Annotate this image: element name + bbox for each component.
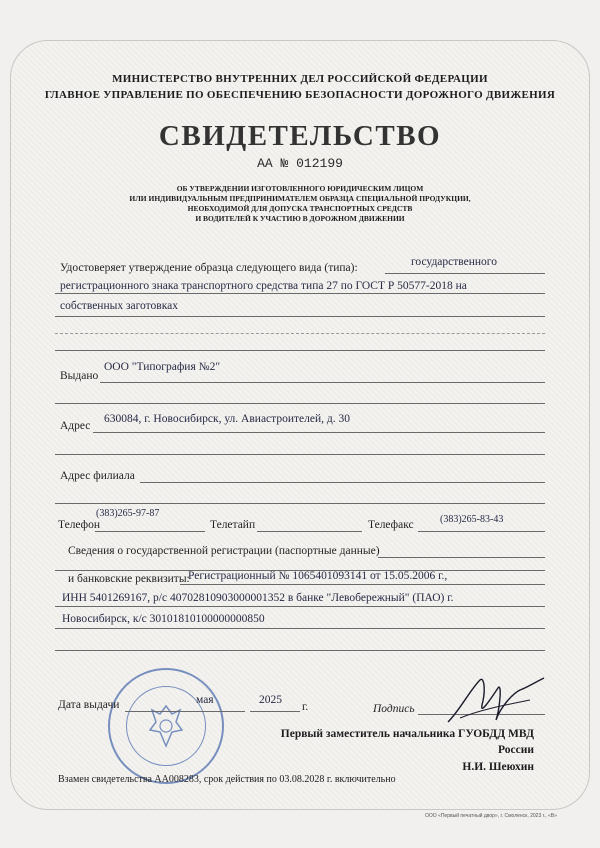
- issue-date-label: Дата выдачи: [58, 699, 120, 711]
- certificate-number: [0, 156, 600, 171]
- address-value: 630084, г. Новосибирск, ул. Авиастроителей, д. 30: [104, 413, 350, 425]
- signatory-position-line-1: Первый заместитель начальника ГУОБДД МВД: [280, 728, 534, 740]
- teletype-label: Телетайп: [210, 519, 256, 531]
- certifies-value-line-1: государственного: [411, 256, 497, 268]
- bank-details-label: и банковские реквизиты:: [68, 573, 190, 585]
- signatory-position-line-2: России: [498, 744, 534, 756]
- department-heading: ГЛАВНОЕ УПРАВЛЕНИЕ ПО ОБЕСПЕЧЕНИЮ БЕЗОПАСНОСТИ ДОРОЖНОГО ДВИЖЕНИЯ: [44, 89, 556, 101]
- year-suffix: г.: [302, 701, 309, 713]
- printer-imprint: ООО «Первый печатный двор», г. Смоленск, 2023 г., «В»: [425, 813, 557, 819]
- number-sign: №: [280, 156, 289, 171]
- series-code: АА: [257, 156, 273, 171]
- issued-to-label: Выдано: [60, 370, 99, 382]
- replacement-note: Взамен свидетельства АА008283, срок действия по 03.08.2028 г. включительно: [58, 774, 396, 785]
- branch-address-label: Адрес филиала: [60, 470, 135, 482]
- subtitle-line-1: ОБ УТВЕРЖДЕНИИ ИЗГОТОВЛЕННОГО ЮРИДИЧЕСКИМ ЛИЦОМ: [176, 184, 424, 193]
- subtitle-line-4: И ВОДИТЕЛЕЙ К УЧАСТИЮ В ДОРОЖНОМ ДВИЖЕНИИ: [195, 214, 405, 223]
- issue-date-month: мая: [196, 694, 214, 706]
- fax-value: (383)265-83-43: [440, 514, 504, 525]
- bank-details-line-2: ИНН 5401269167, р/с 40702810903000001352 в банке "Левобережный" (ПАО) г.: [62, 592, 454, 604]
- certificate-title: СВИДЕТЕЛЬСТВО: [158, 120, 442, 152]
- phone-label: Телефон: [58, 519, 101, 531]
- certifies-value-line-2: регистрационного знака транспортного средства типа 27 по ГОСТ Р 50577-2018 на: [60, 280, 467, 292]
- certifies-value-line-3: собственных заготовках: [60, 300, 178, 312]
- fax-label: Телефакс: [368, 519, 414, 531]
- bank-details-line-1: Регистрационный № 1065401093141 от 15.05.2006 г.,: [188, 570, 448, 582]
- serial-number: 012199: [296, 156, 343, 171]
- signature-label: Подпись: [373, 703, 415, 715]
- phone-value: (383)265-97-87: [96, 508, 160, 519]
- issue-date-year: 2025: [259, 694, 282, 706]
- ministry-heading: МИНИСТЕРСТВО ВНУТРЕННИХ ДЕЛ РОССИЙСКОЙ ФЕДЕРАЦИИ: [112, 73, 488, 85]
- issued-to-value: ООО "Типография №2": [104, 361, 221, 373]
- registration-label: Сведения о государственной регистрации (паспортные данные): [68, 545, 380, 557]
- address-label: Адрес: [60, 420, 91, 432]
- bank-details-line-3: Новосибирск, к/с 30101810100000000850: [62, 613, 265, 625]
- subtitle-line-2: ИЛИ ИНДИВИДУАЛЬНЫМ ПРЕДПРИНИМАТЕЛЕМ ОБРАЗЦА СПЕЦИАЛЬНОЙ ПРОДУКЦИИ,: [129, 194, 471, 203]
- eagle-emblem-icon: [110, 670, 222, 782]
- signatory-name: Н.И. Шеюхин: [462, 761, 534, 773]
- official-seal-stamp: [108, 668, 224, 784]
- subtitle-line-3: НЕОБХОДИМОЙ ДЛЯ ДОПУСКА ТРАНСПОРТНЫХ СРЕДСТВ: [187, 204, 413, 213]
- certifies-label: Удостоверяет утверждение образца следующего вида (типа):: [60, 262, 358, 274]
